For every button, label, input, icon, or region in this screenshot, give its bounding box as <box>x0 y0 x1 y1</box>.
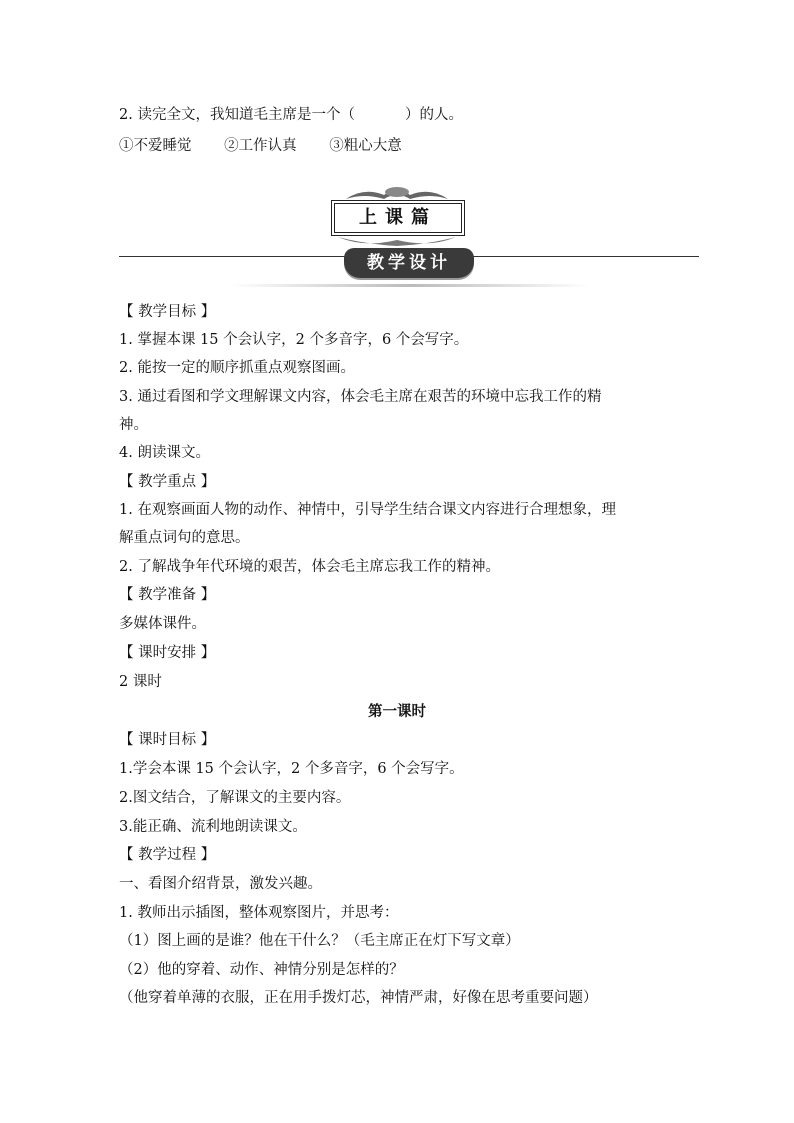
heading-lesson-goals: 【 课时目标 】 <box>119 732 216 748</box>
process-question-2: （2）他的穿着、动作、神情分别是怎样的？ <box>119 962 404 978</box>
question-2-text: 2. 读完全文，我知道毛主席是一个（ <box>119 107 355 123</box>
question-2-tail: ）的人。 <box>404 107 463 123</box>
question-2 <box>119 105 689 125</box>
preparation-text: 多媒体课件。 <box>119 616 206 632</box>
question-2-options <box>119 136 689 156</box>
process-item-1: 1. 教师出示插图，整体观察图片，并思考： <box>119 905 399 921</box>
lesson-goal-1: 1.学会本课 15 个会认字，2 个多音字，6 个会写字。 <box>119 761 464 777</box>
heading-preparation: 【 教学准备 】 <box>119 587 216 603</box>
goal-3-cont: 神。 <box>119 417 148 433</box>
heading-teaching-focus: 【 教学重点 】 <box>119 474 216 490</box>
lesson-title: 第一课时 <box>368 703 426 720</box>
option-2: ②工作认真 <box>224 138 297 154</box>
top-ornament-icon <box>344 185 450 203</box>
schedule-text: 2 课时 <box>119 674 162 690</box>
bottom-ornament-icon <box>334 234 460 248</box>
focus-1: 1. 在观察画面人物的动作、神情中，引导学生结合课文内容进行合理想象，理 <box>119 502 616 518</box>
process-step-1: 一、看图介绍背景，激发兴趣。 <box>119 876 322 892</box>
focus-1-cont: 解重点词句的意思。 <box>119 530 250 546</box>
process-answer-2: （他穿着单薄的衣服，正在用手拨灯芯，神情严肃，好像在思考重要问题） <box>119 990 598 1006</box>
option-3: ③粗心大意 <box>329 138 402 154</box>
lesson-section-banner: 上课篇 <box>334 203 462 233</box>
process-question-1: （1）图上画的是谁？他在干什么？（毛主席正在灯下写文章） <box>119 933 520 949</box>
heading-teaching-process: 【 教学过程 】 <box>119 847 216 863</box>
option-1: ①不爱睡觉 <box>119 138 192 154</box>
focus-2: 2. 了解战争年代环境的艰苦，体会毛主席忘我工作的精神。 <box>119 559 500 575</box>
heading-schedule: 【 课时安排 】 <box>119 645 216 661</box>
lesson-goal-3: 3.能正确、流利地朗读课文。 <box>119 819 307 835</box>
banner-shadow <box>230 284 590 287</box>
goal-1: 1. 掌握本课 15 个会认字，2 个多音字，6 个会写字。 <box>119 332 469 348</box>
goal-3: 3. 通过看图和学文理解课文内容，体会毛主席在艰苦的环境中忘我工作的精 <box>119 389 602 405</box>
teaching-design-banner: 教学设计 <box>344 248 474 278</box>
lesson-goal-2: 2.图文结合，了解课文的主要内容。 <box>119 790 351 806</box>
goal-4: 4. 朗读课文。 <box>119 445 210 461</box>
heading-teaching-goals: 【 教学目标 】 <box>119 304 216 320</box>
goal-2: 2. 能按一定的顺序抓重点观察图画。 <box>119 360 355 376</box>
